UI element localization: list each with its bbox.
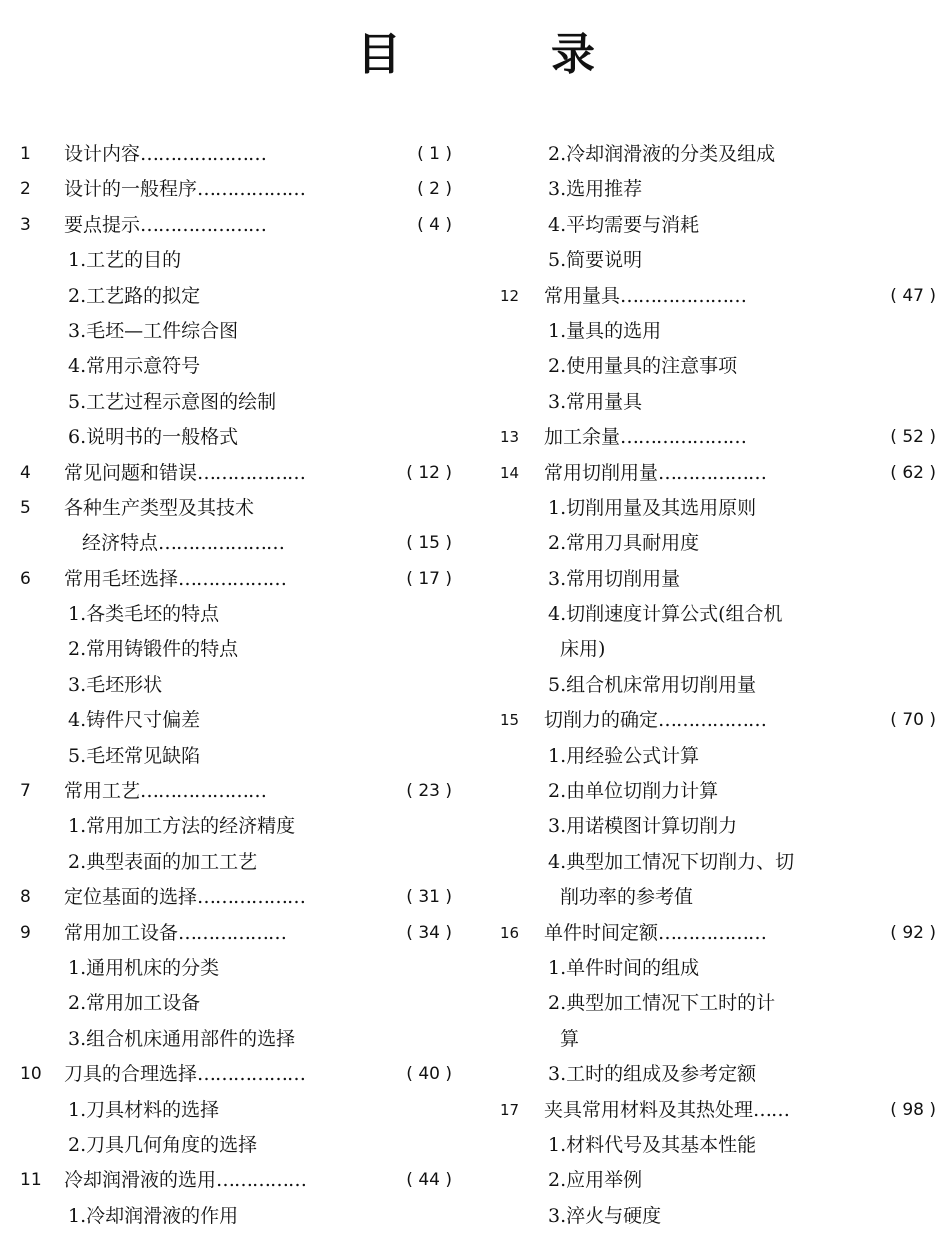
entry-number: 13 (500, 428, 520, 447)
entry-title: 定位基面的选择……………… (64, 886, 306, 909)
toc-entry (20, 137, 452, 172)
subentry-title: 1.各类毛坯的特点 (68, 603, 220, 626)
toc-subentry (20, 986, 452, 1021)
page-number: ( 52 ) (890, 427, 936, 448)
subentry-title: 6.说明书的一般格式 (68, 426, 239, 449)
toc-subentry (20, 739, 452, 774)
page-number: ( 70 ) (890, 710, 936, 731)
entry-number: 7 (20, 781, 31, 802)
subentry-title: 1.刀具材料的选择 (68, 1098, 220, 1121)
toc-subentry (500, 739, 936, 774)
entry-title: 要点提示………………… (64, 213, 267, 236)
subentry-title: 1.单件时间的组成 (548, 956, 700, 979)
page-number: ( 92 ) (890, 922, 936, 943)
toc-subentry (20, 1199, 452, 1234)
subentry-title: 2.冷却润滑液的分类及组成 (548, 143, 776, 165)
subentry-title: 4.平均需要与消耗 (548, 213, 700, 236)
entry-number: 15 (500, 711, 520, 730)
toc-entry (500, 703, 936, 738)
page-title (0, 18, 952, 82)
entry-title: 常见问题和错误……………… (64, 461, 306, 484)
toc-entry (20, 880, 452, 915)
toc-column-left (20, 137, 452, 1234)
leader-dots: ………………… (620, 284, 747, 307)
leader-dots: ……………… (658, 709, 767, 732)
entry-number: 3 (20, 214, 31, 235)
subentry-title: 3.毛坯—工件综合图 (68, 319, 239, 342)
leader-dots: ……………… (178, 921, 287, 944)
entry-number: 10 (20, 1064, 42, 1085)
subentry-title: 5.工艺过程示意图的绘制 (68, 390, 277, 413)
entry-continuation: 床用) (560, 638, 606, 661)
leader-dots: ………………… (158, 532, 285, 555)
leader-dots: ………………… (140, 213, 267, 236)
subentry-title: 3.毛坯形状 (68, 673, 163, 696)
subentry-title: 4.铸件尺寸偏差 (68, 709, 201, 732)
toc-subentry (20, 314, 452, 349)
toc-entry (20, 916, 452, 951)
toc-subentry (500, 137, 936, 172)
subentry-title: 3.工时的组成及参考定额 (548, 1063, 757, 1086)
toc-entry (20, 1163, 452, 1198)
entry-title: 切削力的确定……………… (544, 709, 767, 732)
page-number: ( 62 ) (890, 462, 936, 483)
toc-subentry (500, 562, 936, 597)
toc-subentry (20, 1128, 452, 1163)
toc-subentry (20, 1093, 452, 1128)
toc-entry (20, 1057, 452, 1092)
entry-continuation: 经济特点………………… (82, 532, 285, 555)
subentry-title: 3.选用推荐 (548, 178, 643, 201)
toc-subentry (20, 951, 452, 986)
entry-title: 设计的一般程序……………… (64, 178, 306, 201)
subentry-title: 1.冷却润滑液的作用 (68, 1204, 239, 1227)
toc-subentry (20, 385, 452, 420)
toc-subentry (20, 243, 452, 278)
entry-number: 16 (500, 923, 520, 942)
entry-number: 8 (20, 887, 31, 908)
toc-subentry (500, 774, 936, 809)
toc-entry (20, 491, 452, 526)
subentry-title: 2.使用量具的注意事项 (548, 355, 738, 378)
toc-entry (20, 774, 452, 809)
entry-number: 5 (20, 497, 31, 518)
toc-subentry (500, 668, 936, 703)
toc-subentry (20, 420, 452, 455)
leader-dots: ………………… (140, 143, 267, 165)
page-number: ( 15 ) (406, 533, 452, 554)
toc-subentry (500, 809, 936, 844)
leader-dots: ……………… (197, 178, 306, 201)
toc-entry (20, 562, 452, 597)
page-number: ( 47 ) (890, 285, 936, 306)
toc-subentry (20, 597, 452, 632)
entry-title: 常用加工设备……………… (64, 921, 287, 944)
toc-entry (500, 916, 936, 951)
entry-title: 刀具的合理选择……………… (64, 1063, 306, 1086)
toc-entry (500, 1093, 936, 1128)
subentry-title: 1.材料代号及其基本性能 (548, 1133, 757, 1156)
entry-number: 17 (500, 1100, 520, 1119)
subentry-title: 2.常用刀具耐用度 (548, 532, 700, 555)
subentry-title: 4.常用示意符号 (68, 355, 201, 378)
toc-subentry (500, 208, 936, 243)
entry-title: 夹具常用材料及其热处理…… (544, 1098, 790, 1121)
page-number: ( 2 ) (417, 179, 452, 200)
subentry-title: 5.毛坯常见缺陷 (68, 744, 201, 767)
entry-title: 常用工艺………………… (64, 780, 267, 803)
toc-subentry (20, 279, 452, 314)
toc-entry (500, 279, 936, 314)
subentry-title: 1.工艺的目的 (68, 249, 182, 272)
leader-dots: ……………… (178, 567, 287, 590)
subentry-title: 2.刀具几何角度的选择 (68, 1133, 258, 1156)
toc-subentry (20, 349, 452, 384)
subentry-title: 2.常用铸锻件的特点 (68, 638, 239, 661)
subentry-title: 2.工艺路的拟定 (68, 284, 201, 307)
subentry-title: 5.组合机床常用切削用量 (548, 673, 757, 696)
leader-dots: ……………… (197, 886, 306, 909)
toc-continuation (20, 526, 452, 561)
entry-title: 单件时间定额……………… (544, 921, 767, 944)
toc-subentry (500, 385, 936, 420)
page-number: ( 23 ) (406, 781, 452, 802)
subentry-title: 1.常用加工方法的经济精度 (68, 815, 296, 838)
subentry-title: 3.淬火与硬度 (548, 1204, 662, 1227)
page-number: ( 34 ) (406, 922, 452, 943)
leader-dots: …………… (216, 1169, 307, 1192)
title-char-2: 录 (551, 29, 595, 80)
toc-continuation (500, 1022, 936, 1057)
toc-subentry (500, 526, 936, 561)
page-number: ( 40 ) (406, 1064, 452, 1085)
subentry-title: 2.由单位切削力计算 (548, 780, 719, 803)
entry-title: 设计内容………………… (64, 143, 267, 165)
page-number: ( 4 ) (417, 214, 452, 235)
subentry-title: 1.通用机床的分类 (68, 956, 220, 979)
page-number: ( 31 ) (406, 887, 452, 908)
subentry-title: 3.常用量具 (548, 390, 643, 413)
page-number: ( 17 ) (406, 568, 452, 589)
subentry-title: 5.简要说明 (548, 249, 643, 272)
subentry-title: 3.组合机床通用部件的选择 (68, 1027, 296, 1050)
subentry-title: 3.用诺模图计算切削力 (548, 815, 738, 838)
page-number: ( 12 ) (406, 462, 452, 483)
toc-entry (500, 420, 936, 455)
toc-subentry (20, 809, 452, 844)
entry-number: 6 (20, 568, 31, 589)
entry-number: 1 (20, 144, 31, 164)
entry-number: 11 (20, 1170, 42, 1191)
subentry-title: 2.典型表面的加工工艺 (68, 850, 258, 873)
toc-subentry (500, 597, 936, 632)
toc-subentry (500, 349, 936, 384)
page-number: ( 1 ) (417, 144, 452, 164)
toc-continuation (500, 632, 936, 667)
toc-column-right (500, 137, 936, 1234)
leader-dots: ………………… (140, 780, 267, 803)
entry-number: 4 (20, 462, 31, 483)
toc-continuation (500, 880, 936, 915)
title-char-1: 目 (357, 29, 401, 80)
leader-dots: …… (753, 1098, 790, 1121)
leader-dots: ………………… (620, 426, 747, 449)
subentry-title: 4.切削速度计算公式(组合机 (548, 603, 783, 626)
subentry-title: 3.常用切削用量 (548, 567, 681, 590)
entry-number: 9 (20, 922, 31, 943)
toc-subentry (500, 491, 936, 526)
entry-title: 常用量具………………… (544, 284, 747, 307)
toc-subentry (20, 703, 452, 738)
page-number: ( 44 ) (406, 1170, 452, 1191)
leader-dots: ……………… (197, 1063, 306, 1086)
entry-title: 冷却润滑液的选用…………… (64, 1169, 307, 1192)
subentry-title: 2.常用加工设备 (68, 992, 201, 1015)
toc-subentry (500, 1128, 936, 1163)
subentry-title: 2.典型加工情况下工时的计 (548, 992, 776, 1015)
entry-number: 2 (20, 179, 31, 200)
subentry-title: 2.应用举例 (548, 1169, 643, 1192)
leader-dots: ……………… (658, 921, 767, 944)
leader-dots: ……………… (197, 461, 306, 484)
subentry-title: 1.切削用量及其选用原则 (548, 496, 757, 519)
entry-title: 常用毛坯选择……………… (64, 567, 287, 590)
toc-subentry (500, 1199, 936, 1234)
toc-entry (20, 208, 452, 243)
toc-subentry (500, 951, 936, 986)
entry-continuation: 削功率的参考值 (560, 886, 694, 909)
subentry-title: 1.量具的选用 (548, 319, 662, 342)
entry-title: 各种生产类型及其技术 (64, 496, 255, 519)
leader-dots: ……………… (658, 461, 767, 484)
toc-subentry (500, 986, 936, 1021)
toc-subentry (20, 1022, 452, 1057)
entry-continuation: 算 (560, 1027, 580, 1050)
toc-subentry (500, 172, 936, 207)
toc-entry (20, 172, 452, 207)
toc-subentry (20, 668, 452, 703)
entry-title: 常用切削用量……………… (544, 461, 767, 484)
toc-entry (20, 456, 452, 491)
toc-subentry (20, 845, 452, 880)
subentry-title: 1.用经验公式计算 (548, 744, 700, 767)
toc-subentry (500, 314, 936, 349)
toc-subentry (500, 845, 936, 880)
entry-number: 14 (500, 463, 520, 482)
toc-entry (500, 456, 936, 491)
entry-title: 加工余量………………… (544, 426, 747, 449)
entry-number: 12 (500, 286, 520, 305)
toc-subentry (20, 632, 452, 667)
toc-subentry (500, 1163, 936, 1198)
toc-subentry (500, 243, 936, 278)
subentry-title: 4.典型加工情况下切削力、切 (548, 850, 795, 873)
page-number: ( 98 ) (890, 1099, 936, 1120)
toc-subentry (500, 1057, 936, 1092)
